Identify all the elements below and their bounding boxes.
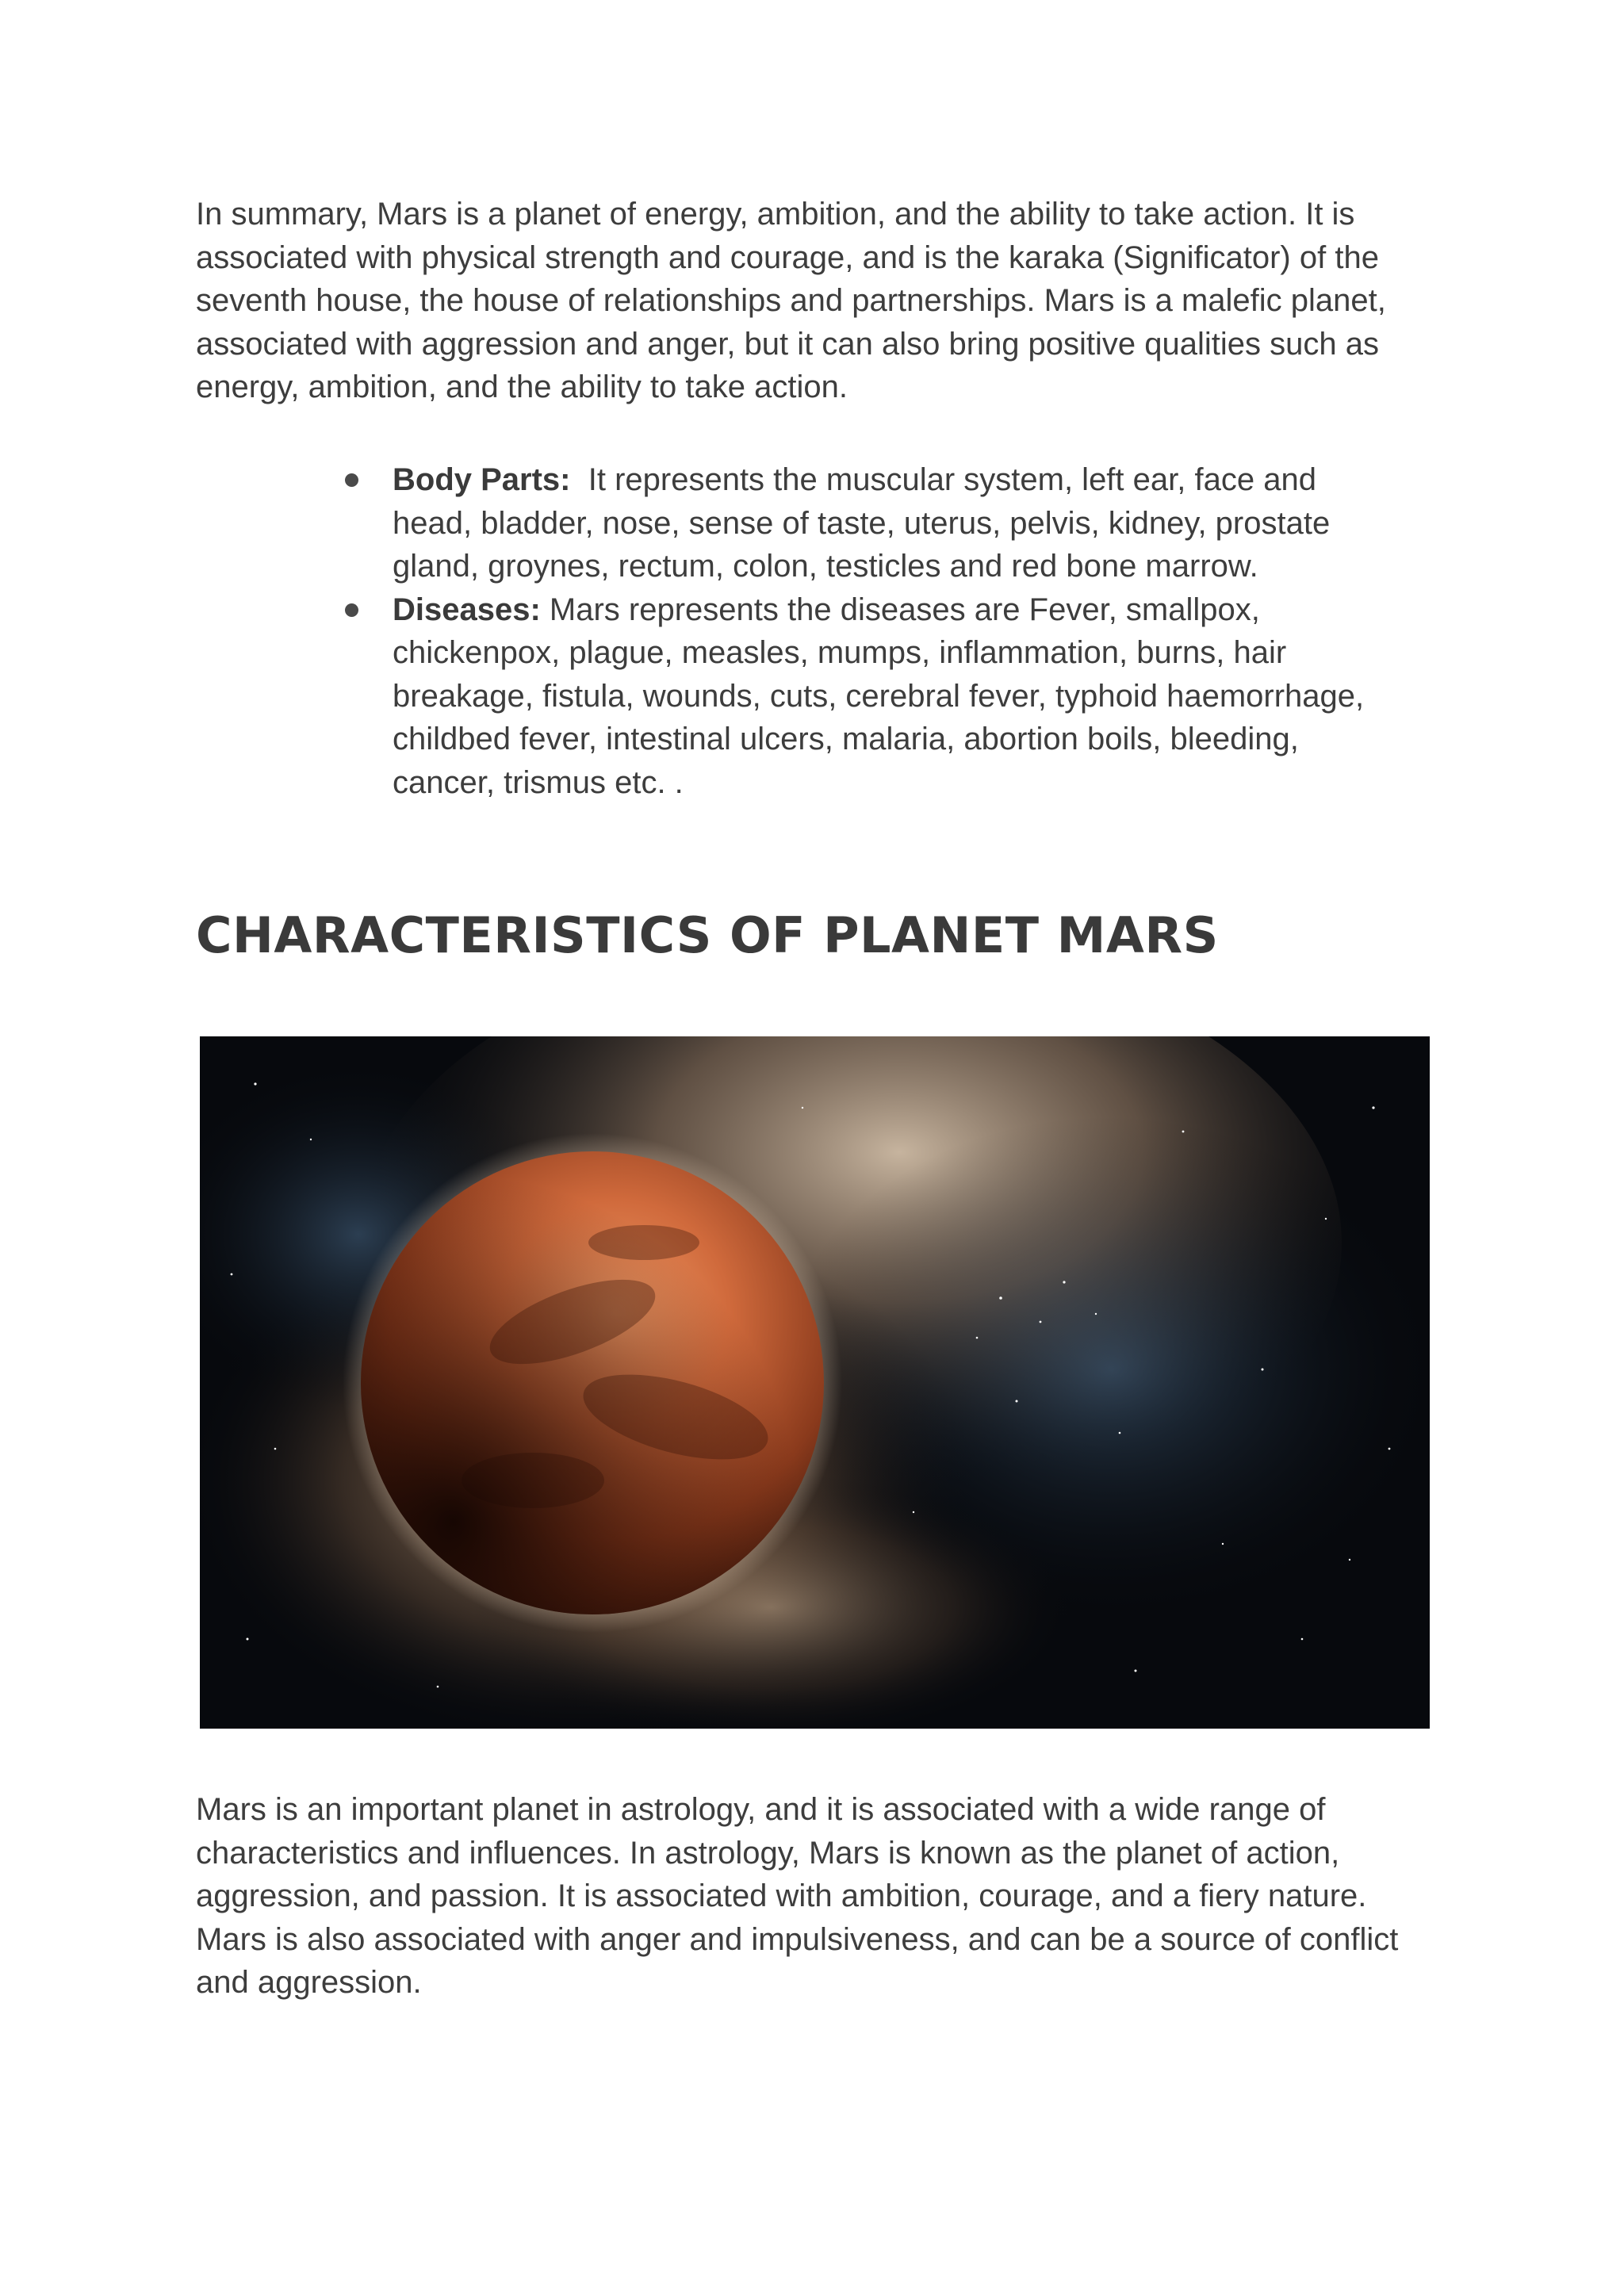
closing-paragraph: Mars is an important planet in astrology, and it is associated with a wide range of characteristics and influences. In astrology, Mars is known as the planet of action, aggression, and passion. It is associated with ambition, courage, and a fiery nature. Mars is also associated with anger and impulsiveness, and can be a source of conflict and aggression. [196, 1792, 1399, 2000]
mars-photo [200, 1036, 1430, 1729]
bullet-list [333, 458, 1404, 804]
list-item-body-parts [333, 458, 1404, 588]
bullet-icon [345, 603, 358, 617]
section-heading: CHARACTERISTICS OF PLANET MARS [196, 906, 1219, 964]
bullet-icon [345, 473, 358, 487]
bullet-label: Diseases: [393, 592, 541, 627]
intro-paragraph: In summary, Mars is a planet of energy, ambition, and the ability to take action. It is associated with physical strength and courage, and is the karaka (Significator) of the seventh house, the house of relationships and partnerships. Mars is a malefic planet, associated with aggression and anger, but it can also bring positive qualities such as energy, ambition, and the ability to take action. [196, 197, 1386, 404]
bullet-text: Mars represents the diseases are Fever, smallpox, chickenpox, plague, measles, mumps, inflammation, burns, hair breakage, fistula, wounds, cuts, cerebral fever, typhoid haemorrhage, childbed fever, intestinal ulcers, malaria, abortion boils, bleeding, cancer, trismus etc. . [393, 592, 1365, 800]
list-item-diseases [333, 588, 1404, 805]
bullet-label: Body Parts: [393, 462, 571, 497]
bullet-text: It represents the muscular system, left ear, face and head, bladder, nose, sense of taste, uterus, pelvis, kidney, prostate gland, groynes, rectum, colon, testicles and red bone marrow. [393, 462, 1331, 584]
